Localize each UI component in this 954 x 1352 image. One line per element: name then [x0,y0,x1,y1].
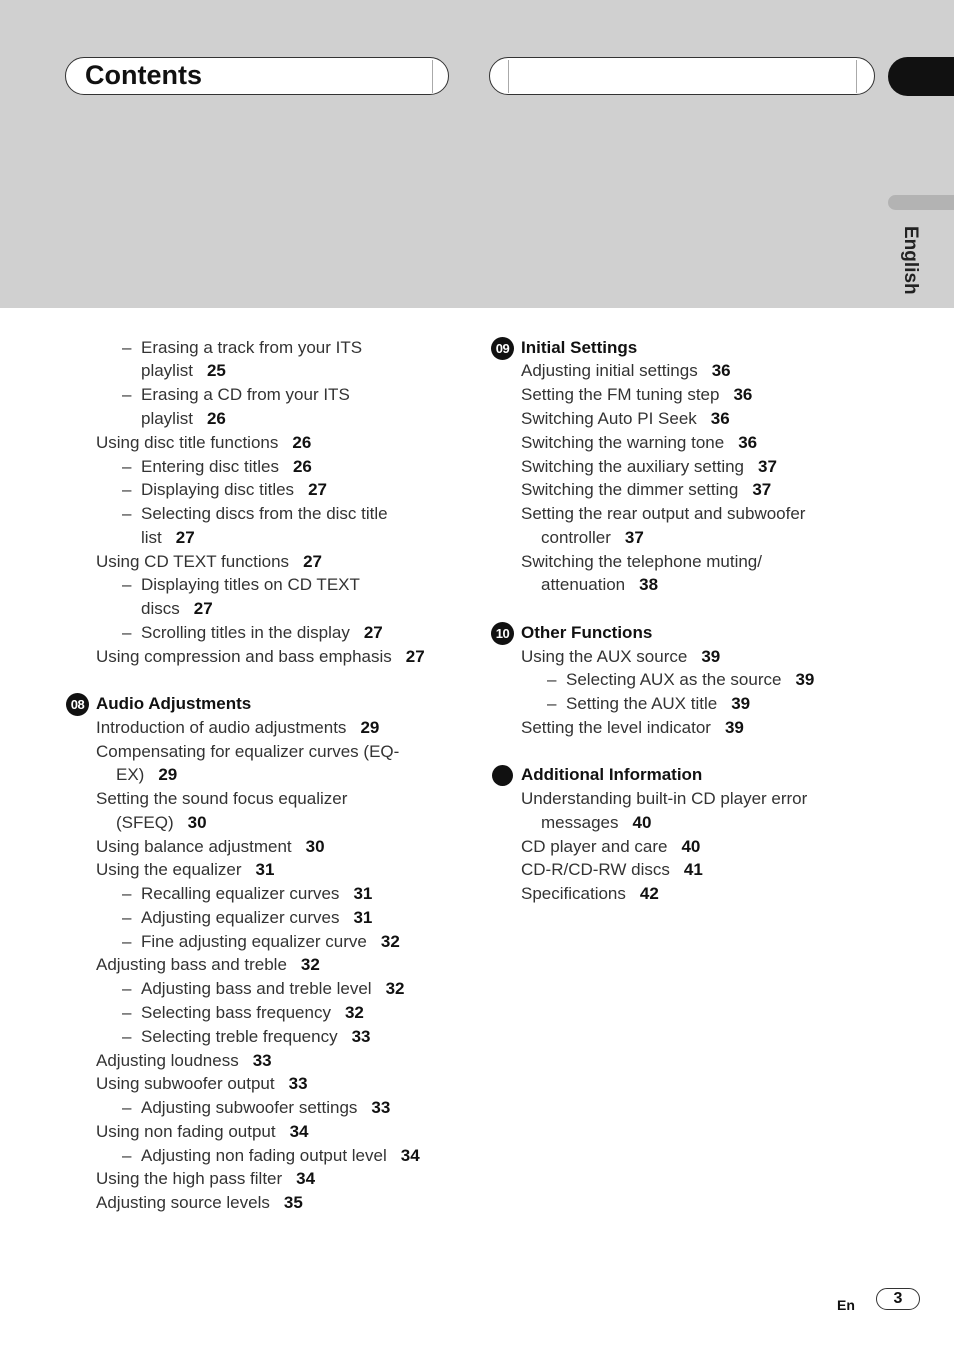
toc-entry[interactable]: Scrolling titles in the display 27 [141,623,383,642]
toc-entry[interactable]: Switching the telephone muting/ [521,552,762,571]
page-number: 35 [283,1193,303,1212]
toc-entry[interactable]: playlist 26 [141,409,226,428]
toc-entry[interactable]: Adjusting equalizer curves 31 [141,908,373,927]
dash-marker: – [122,338,132,357]
dash-marker: – [547,670,557,689]
toc-entry[interactable]: Using balance adjustment 30 [96,837,325,856]
page-number: 31 [353,884,373,903]
toc-entry[interactable]: Adjusting bass and treble level 32 [141,979,405,998]
toc-entry[interactable]: Using non fading output 34 [96,1122,309,1141]
toc-entry[interactable]: CD player and care 40 [521,837,701,856]
page-number: 32 [344,1003,364,1022]
toc-entry[interactable]: Adjusting non fading output level 34 [141,1146,420,1165]
page-number: 26 [292,433,312,452]
page-number: 32 [385,979,405,998]
toc-entry[interactable]: Using CD TEXT functions 27 [96,552,322,571]
dash-marker: – [122,884,132,903]
chapter-box [489,57,875,95]
page-number: 33 [351,1027,371,1046]
toc-entry[interactable]: Entering disc titles 26 [141,457,312,476]
page-number: 30 [305,837,325,856]
toc-entry[interactable]: Using the AUX source 39 [521,647,721,666]
dash-marker: – [122,979,132,998]
section-tab [888,57,954,96]
toc-entry[interactable]: Adjusting loudness 33 [96,1051,272,1070]
toc-entry[interactable]: controller 37 [541,528,644,547]
page-number: 39 [795,670,815,689]
page-number: 40 [632,813,652,832]
page-number: 39 [724,718,744,737]
toc-entry[interactable]: Understanding built-in CD player error [521,789,808,808]
dash-marker: – [547,694,557,713]
toc-entry[interactable]: Setting the level indicator 39 [521,718,744,737]
toc-entry[interactable]: Using the equalizer 31 [96,860,275,879]
toc-entry[interactable]: list 27 [141,528,195,547]
toc-entry[interactable]: Using compression and bass emphasis 27 [96,647,425,666]
page-number: 37 [624,528,644,547]
dash-marker: – [122,504,132,523]
dash-marker: – [122,575,132,594]
section-badge: 09 [491,337,514,360]
toc-entry[interactable]: Selecting discs from the disc title [141,504,388,523]
section-badge: 10 [491,622,514,645]
toc-entry[interactable]: Setting the rear output and subwoofer [521,504,806,523]
page-number: 33 [371,1098,391,1117]
title-box [65,57,449,95]
dash-marker: – [122,1146,132,1165]
toc-entry[interactable]: Adjusting bass and treble 32 [96,955,320,974]
page-number: 38 [639,575,659,594]
page-number: 26 [292,457,312,476]
toc-entry[interactable]: discs 27 [141,599,213,618]
toc-entry[interactable]: Setting the FM tuning step 36 [521,385,753,404]
dash-marker: – [122,623,132,642]
section-badge: 08 [66,693,89,716]
toc-entry[interactable]: Introduction of audio adjustments 29 [96,718,380,737]
page-number: 40 [681,837,701,856]
section-heading[interactable]: Other Functions [521,623,653,642]
toc-entry[interactable]: (SFEQ) 30 [116,813,207,832]
toc-entry[interactable]: Erasing a track from your ITS [141,338,363,357]
page-number-badge: 3 [876,1288,920,1310]
toc-entry[interactable]: Switching Auto PI Seek 36 [521,409,730,428]
page-number: 32 [380,932,400,951]
toc-entry[interactable]: CD-R/CD-RW discs 41 [521,860,703,879]
page-number: 29 [158,765,178,784]
page-number: 39 [701,647,721,666]
section-bullet-icon [492,765,513,786]
toc-entry[interactable]: Recalling equalizer curves 31 [141,884,373,903]
toc-entry[interactable]: Erasing a CD from your ITS [141,385,350,404]
page-number: 29 [360,718,380,737]
toc-entry[interactable]: messages 40 [541,813,652,832]
page-number: 36 [710,409,730,428]
page-number: 34 [289,1122,309,1141]
footer-language: En [837,1297,855,1313]
page-number: 25 [206,361,226,380]
page-number: 31 [255,860,275,879]
toc-entry[interactable]: Selecting treble frequency 33 [141,1027,371,1046]
toc-entry[interactable]: Setting the sound focus equalizer [96,789,348,808]
toc-entry[interactable]: attenuation 38 [541,575,659,594]
dash-marker: – [122,1003,132,1022]
dash-marker: – [122,908,132,927]
toc-entry[interactable]: Fine adjusting equalizer curve 32 [141,932,400,951]
page-number: 34 [296,1169,316,1188]
toc-entry[interactable]: EX) 29 [116,765,178,784]
dash-marker: – [122,932,132,951]
page-number: 36 [733,385,753,404]
toc-entry[interactable]: Switching the dimmer setting 37 [521,480,772,499]
page-number: 30 [187,813,207,832]
page-number: 34 [400,1146,420,1165]
dash-marker: – [122,1098,132,1117]
page-number: 32 [300,955,320,974]
page-number: 41 [683,860,703,879]
dash-marker: – [122,1027,132,1046]
toc-entry[interactable]: Setting the AUX title 39 [566,694,751,713]
toc-entry[interactable]: Using the high pass filter 34 [96,1169,316,1188]
section-heading[interactable]: Audio Adjustments [96,694,252,713]
section-heading[interactable]: Initial Settings [521,338,638,357]
toc-entry[interactable]: Specifications 42 [521,884,659,903]
language-tab-label: English [900,226,921,295]
page-number: 37 [758,457,777,476]
page-number: 33 [288,1074,308,1093]
page-number: 39 [731,694,751,713]
page-number: 27 [308,480,327,499]
toc-entry[interactable]: Using disc title functions 26 [96,433,312,452]
section-heading[interactable]: Additional Information [521,765,703,784]
page-number: 26 [206,409,226,428]
toc-entry[interactable]: Compensating for equalizer curves (EQ- [96,742,400,761]
page-number: 36 [711,361,731,380]
page-number: 27 [175,528,195,547]
page-number: 33 [252,1051,272,1070]
toc-entry[interactable]: Displaying disc titles 27 [141,480,327,499]
toc-entry[interactable]: Adjusting subwoofer settings 33 [141,1098,391,1117]
language-tab-marker [888,195,954,210]
dash-marker: – [122,457,132,476]
toc-entry[interactable]: Adjusting source levels 35 [96,1193,303,1212]
header-band [0,0,954,308]
toc-entry[interactable]: Selecting bass frequency 32 [141,1003,364,1022]
toc-entry[interactable]: playlist 25 [141,361,226,380]
page-number: 27 [193,599,213,618]
chapter-box-divider-left [508,60,509,93]
toc-entry[interactable]: Switching the warning tone 36 [521,433,758,452]
toc-entry[interactable]: Adjusting initial settings 36 [521,361,731,380]
page-number: 27 [303,552,322,571]
dash-marker: – [122,385,132,404]
chapter-box-divider-right [856,60,857,93]
page-number: 31 [353,908,373,927]
page-number: 27 [363,623,383,642]
page-number: 42 [639,884,659,903]
title-box-divider [432,60,433,93]
toc-entry[interactable]: Using subwoofer output 33 [96,1074,308,1093]
toc-entry[interactable]: Switching the auxiliary setting 37 [521,457,777,476]
dash-marker: – [122,480,132,499]
toc-entry[interactable]: Displaying titles on CD TEXT [141,575,360,594]
page-number: 27 [405,647,425,666]
toc-entry[interactable]: Selecting AUX as the source 39 [566,670,815,689]
page-number: 36 [738,433,758,452]
page-number: 37 [752,480,772,499]
page-title: Contents [85,60,202,90]
